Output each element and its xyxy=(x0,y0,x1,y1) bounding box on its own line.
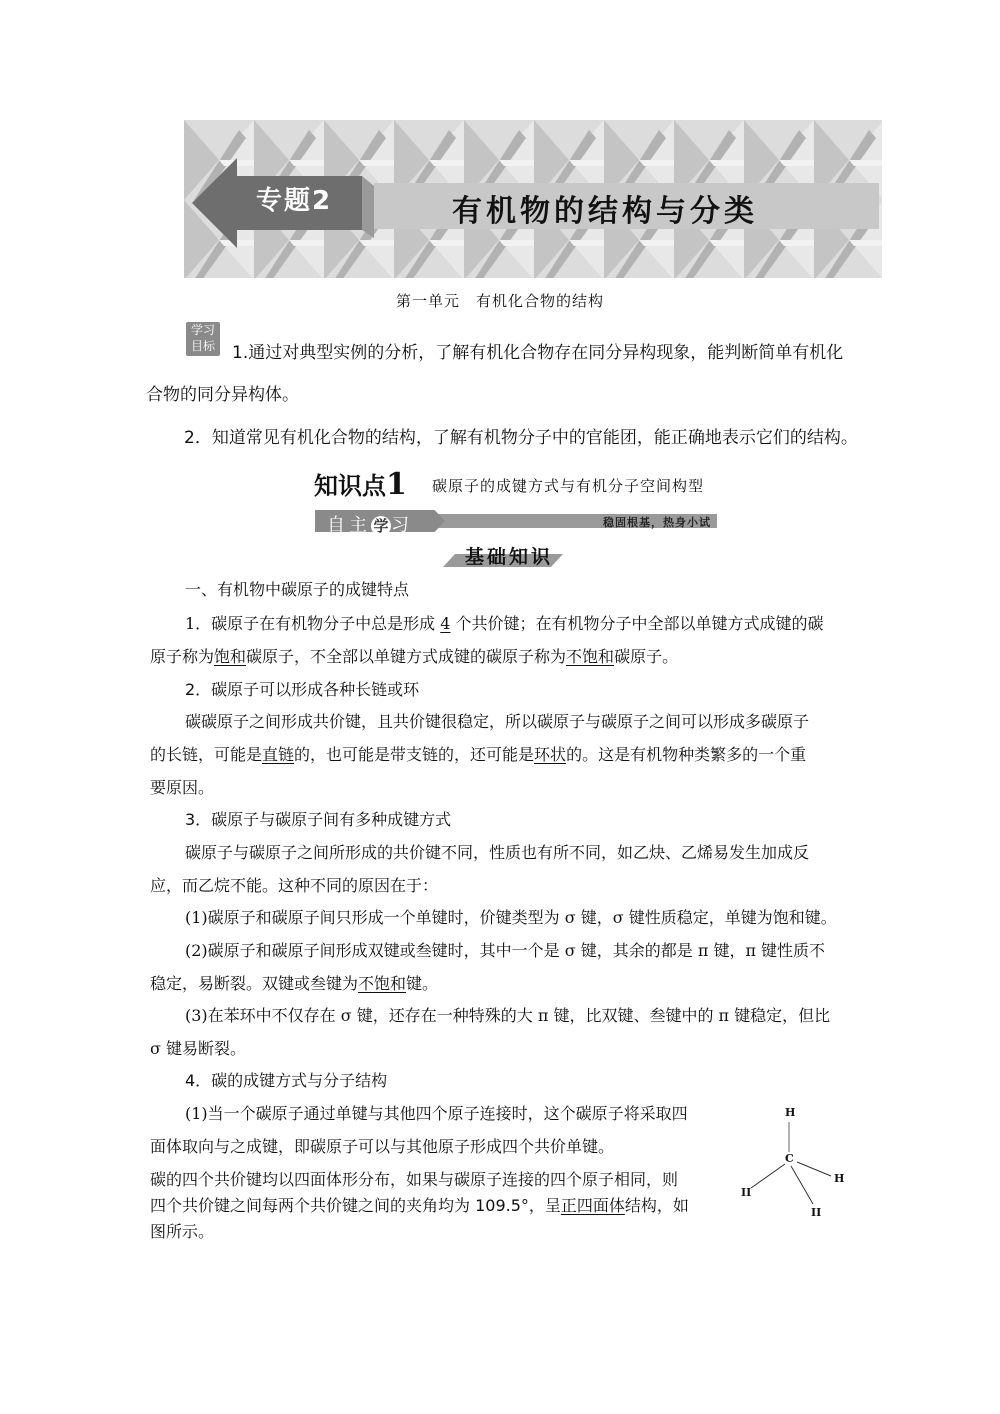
self-study-slogan: 稳固根基，热身小试 xyxy=(603,516,711,529)
text: 四个共价键之间每两个共价键之间的夹角均为 109.5°，呈 xyxy=(150,1196,561,1215)
objective-2: 2．知道常见有机化合物的结构，了解有机物分子中的官能团，能正确地表示它们的结构。 xyxy=(184,428,858,448)
text: 个共价键；在有机物分子中全部以单键方式成键的碳 xyxy=(450,614,824,633)
subheading-4: 4．碳的成键方式与分子结构 xyxy=(185,1071,388,1090)
paragraph-4-line-5: 图所示。 xyxy=(150,1222,215,1241)
basic-knowledge-title xyxy=(443,540,563,570)
text: 稳定，易断裂。双键或叁键为 xyxy=(150,974,359,993)
paragraph-2-line-1: 碳碳原子之间形成共价键，且共价键很稳定，所以碳原子与碳原子之间可以形成多碳原子 xyxy=(185,712,810,731)
objective-1-line-2: 合物的同分异构体。 xyxy=(146,385,299,405)
paragraph-3-item-3-line-2: σ 键易断裂。 xyxy=(150,1039,247,1058)
text: 键。 xyxy=(406,974,439,993)
paragraph-3-item-3-line-1: (3)在苯环中不仅存在 σ 键，还存在一种特殊的大 π 键，比双键、叁键中的 π 键稳定，但比 xyxy=(185,1006,831,1025)
self-study-label xyxy=(327,511,413,537)
paragraph-1-line-2 xyxy=(150,647,678,667)
answer-underlined: 环状 xyxy=(534,745,567,764)
paragraph-3-item-1: (1)碳原子和碳原子间只形成一个单键时，价键类型为 σ 键，σ 键性质稳定，单键为饱和键。 xyxy=(185,908,837,927)
answer-underlined: 饱和 xyxy=(214,647,247,666)
basic-knowledge-text: 基础知识 xyxy=(465,546,554,568)
badge-line-1: 学习 xyxy=(190,323,215,337)
char: 自 xyxy=(327,515,349,536)
answer-underlined: 不饱和 xyxy=(358,974,407,993)
atom-h-bottom: II xyxy=(811,1206,822,1219)
subheading-3: 3．碳原子与碳原子间有多种成键方式 xyxy=(185,810,452,829)
paragraph-3-line-1: 碳原子与碳原子之间所形成的共价键不同，性质也有所不同，如乙炔、乙烯易发生加成反 xyxy=(185,843,810,862)
text: 的。这是有机物种类繁多的一个重 xyxy=(566,745,807,764)
chapter-title: 有机物的结构与分类 xyxy=(452,194,758,229)
paragraph-4-line-4 xyxy=(150,1196,689,1216)
unit-title: 第一单元 有机化合物的结构 xyxy=(395,292,604,310)
answer-underlined: 直链 xyxy=(262,745,295,764)
answer-underlined: 正四面体 xyxy=(560,1196,625,1215)
paragraph-4-line-3: 碳的四个共价键均以四面体形分布，如果与碳原子连接的四个原子相同，则 xyxy=(150,1170,679,1189)
self-study-bar xyxy=(315,510,717,534)
bond-lines xyxy=(735,1100,855,1230)
knowledge-point-heading xyxy=(314,466,407,502)
objectives-badge xyxy=(186,322,220,356)
atom-h-right: H xyxy=(834,1172,845,1185)
knowledge-point-subtitle: 碳原子的成键方式与有机分子空间构型 xyxy=(432,477,705,495)
paragraph-3-item-2-line-1: (2)碳原子和碳原子间形成双键或叁键时，其中一个是 σ 键，其余的都是 π 键，π 键性质不 xyxy=(185,941,826,960)
char: 主 xyxy=(349,515,371,536)
paragraph-3-item-2-line-2 xyxy=(150,974,438,994)
text: 碳原子。 xyxy=(614,647,679,666)
objective-1-line-1: 1.通过对典型实例的分析，了解有机化合物存在同分异构现象，能判断简单有机化 xyxy=(232,343,844,363)
knowledge-point-label: 知识点 xyxy=(314,472,386,500)
text: 碳原子，不全部以单键方式成键的碳原子称为 xyxy=(246,647,567,666)
topic-tag: 专题2 xyxy=(255,186,333,216)
text: 原子称为 xyxy=(150,647,215,666)
atom-h-bottom-left: II xyxy=(741,1186,752,1199)
text: 的，也可能是带支链的，还可能是 xyxy=(294,745,535,764)
paragraph-4-line-2: 面体取向与之成键，即碳原子可以与其他原子形成四个共价单键。 xyxy=(150,1137,615,1156)
atom-c-center: C xyxy=(785,1152,794,1165)
char: 习 xyxy=(391,515,413,536)
paragraph-2-line-2 xyxy=(150,745,806,765)
paragraph-2-line-3: 要原因。 xyxy=(150,778,215,797)
text: 的长链，可能是 xyxy=(150,745,263,764)
chapter-banner xyxy=(184,120,882,278)
text: 结构，如 xyxy=(624,1196,689,1215)
text: 1．碳原子在有机物分子中总是形成 xyxy=(185,614,441,633)
paragraph-1-line-1 xyxy=(185,614,824,634)
paragraph-3-line-2: 应，而乙烷不能。这种不同的原因在于： xyxy=(150,876,439,895)
paragraph-4-line-1: (1)当一个碳原子通过单键与其他四个原子连接时，这个碳原子将采取四 xyxy=(185,1104,688,1123)
section-heading: 一、有机物中碳原子的成键特点 xyxy=(185,580,410,599)
knowledge-point-number: 1 xyxy=(386,467,407,502)
answer-underlined: 4 xyxy=(440,614,451,633)
atom-h-top: H xyxy=(785,1106,796,1119)
answer-underlined: 不饱和 xyxy=(566,647,615,666)
methane-tetrahedral-diagram xyxy=(735,1100,855,1230)
char-circled: 学 xyxy=(371,516,391,536)
badge-line-2: 目标 xyxy=(190,339,215,353)
subheading-2: 2．碳原子可以形成各种长链或环 xyxy=(185,680,420,699)
